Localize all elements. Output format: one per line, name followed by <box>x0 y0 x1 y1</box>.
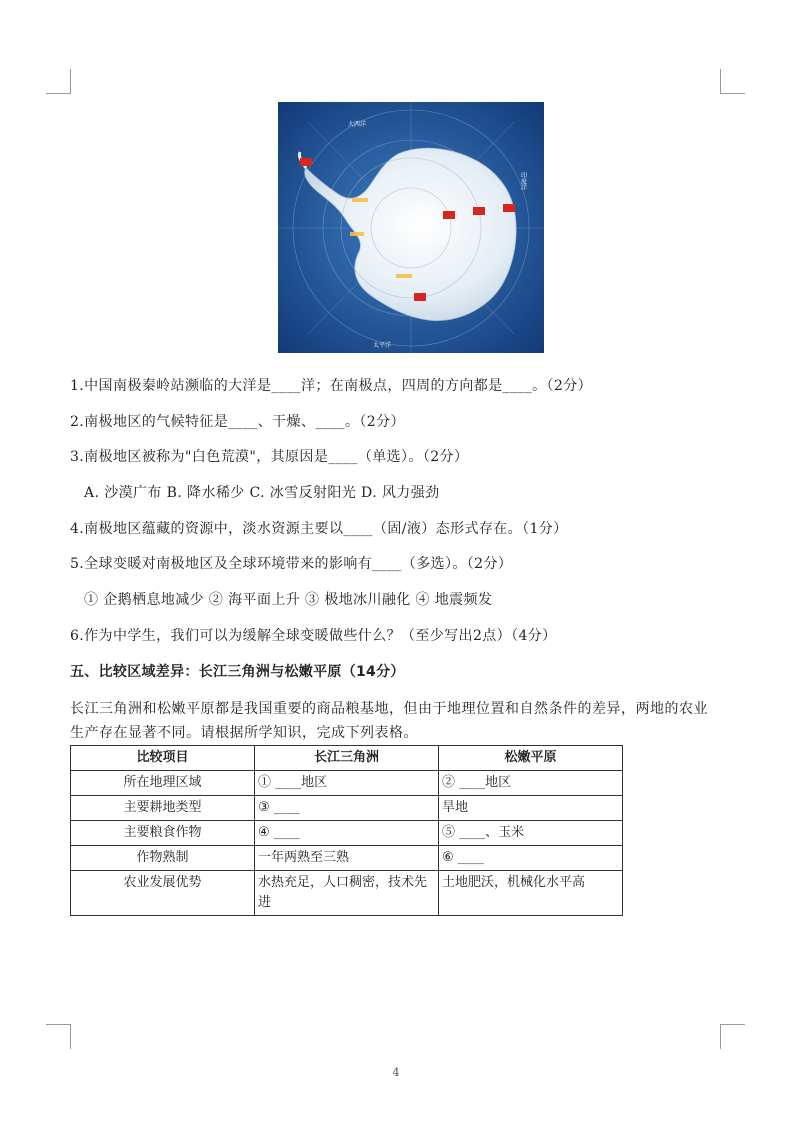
table-cell: 土地肥沃，机械化水平高 <box>439 871 623 916</box>
table-row <box>71 796 623 821</box>
question-1: 1.中国南极秦岭站濒临的大洋是____洋；在南极点，四周的方向都是____。（2分） <box>70 378 593 394</box>
question-5-options: ① 企鹅栖息地减少 ② 海平面上升 ③ 极地冰川融化 ④ 地震频发 <box>84 592 493 608</box>
crop-mark-bottom-right <box>720 1024 745 1049</box>
question-4: 4.南极地区蕴藏的资源中，淡水资源主要以____（固/液）态形式存在。（1分） <box>70 521 568 537</box>
indian-label: 印度洋 <box>519 172 527 190</box>
table-cell: 主要耕地类型 <box>71 796 255 821</box>
comparison-table <box>70 745 623 916</box>
table-cell: ③ ____ <box>255 796 439 821</box>
crop-mark-top-left <box>46 69 71 94</box>
crop-mark-bottom-left <box>46 1024 71 1049</box>
page-number: 4 <box>392 1066 400 1079</box>
question-3-options: A. 沙漠广布 B. 降水稀少 C. 冰雪反射阳光 D. 风力强劲 <box>84 485 440 501</box>
flag-icon <box>473 207 485 215</box>
question-2: 2.南极地区的气候特征是____、干燥、____。（2分） <box>70 414 405 430</box>
table-row <box>71 871 623 916</box>
table-cell: ④ ____ <box>255 821 439 846</box>
table-cell: 一年两熟至三熟 <box>255 846 439 871</box>
table-cell: ⑤ ____、玉米 <box>439 821 623 846</box>
table-cell: ⑥ ____ <box>439 846 623 871</box>
table-cell: 旱地 <box>439 796 623 821</box>
header-yangtze: 长江三角洲 <box>255 746 439 771</box>
flag-icon <box>503 204 515 212</box>
flag-icon <box>443 211 455 219</box>
table-row <box>71 821 623 846</box>
table-cell: ② ____地区 <box>439 771 623 796</box>
table-cell: 主要粮食作物 <box>71 821 255 846</box>
question-5: 5.全球变暖对南极地区及全球环境带来的影响有____（多选）。（2分） <box>70 556 513 572</box>
section-5-title: 五、比较区域差异：长江三角洲与松嫩平原（14分） <box>70 664 405 680</box>
table-cell: 所在地理区域 <box>71 771 255 796</box>
header-songnen: 松嫩平原 <box>439 746 623 771</box>
table-row <box>71 846 623 871</box>
header-item: 比较项目 <box>71 746 255 771</box>
table-cell: 农业发展优势 <box>71 871 255 916</box>
question-6: 6.作为中学生，我们可以为缓解全球变暖做些什么？（至少写出2点）（4分） <box>70 628 557 644</box>
table-header-row <box>71 746 623 771</box>
table-cell: 作物熟制 <box>71 846 255 871</box>
table-cell: 水热充足，人口稠密，技术先进 <box>255 871 439 916</box>
pacific-label: 太平洋 <box>373 342 392 349</box>
atlantic-label: 大西洋 <box>348 121 367 128</box>
flag-icon <box>414 293 426 301</box>
antarctica-map <box>278 102 544 353</box>
crop-mark-top-right <box>720 69 745 94</box>
question-3: 3.南极地区被称为"白色荒漠"，其原因是____（单选）。（2分） <box>70 449 469 465</box>
section-5-intro: 长江三角洲和松嫩平原都是我国重要的商品粮基地，但由于地理位置和自然条件的差异，两地的农业生产存在显著不同。请根据所学知识，完成下列表格。 <box>70 701 708 741</box>
table-row <box>71 771 623 796</box>
table-cell: ① ____地区 <box>255 771 439 796</box>
flag-icon <box>300 158 312 166</box>
